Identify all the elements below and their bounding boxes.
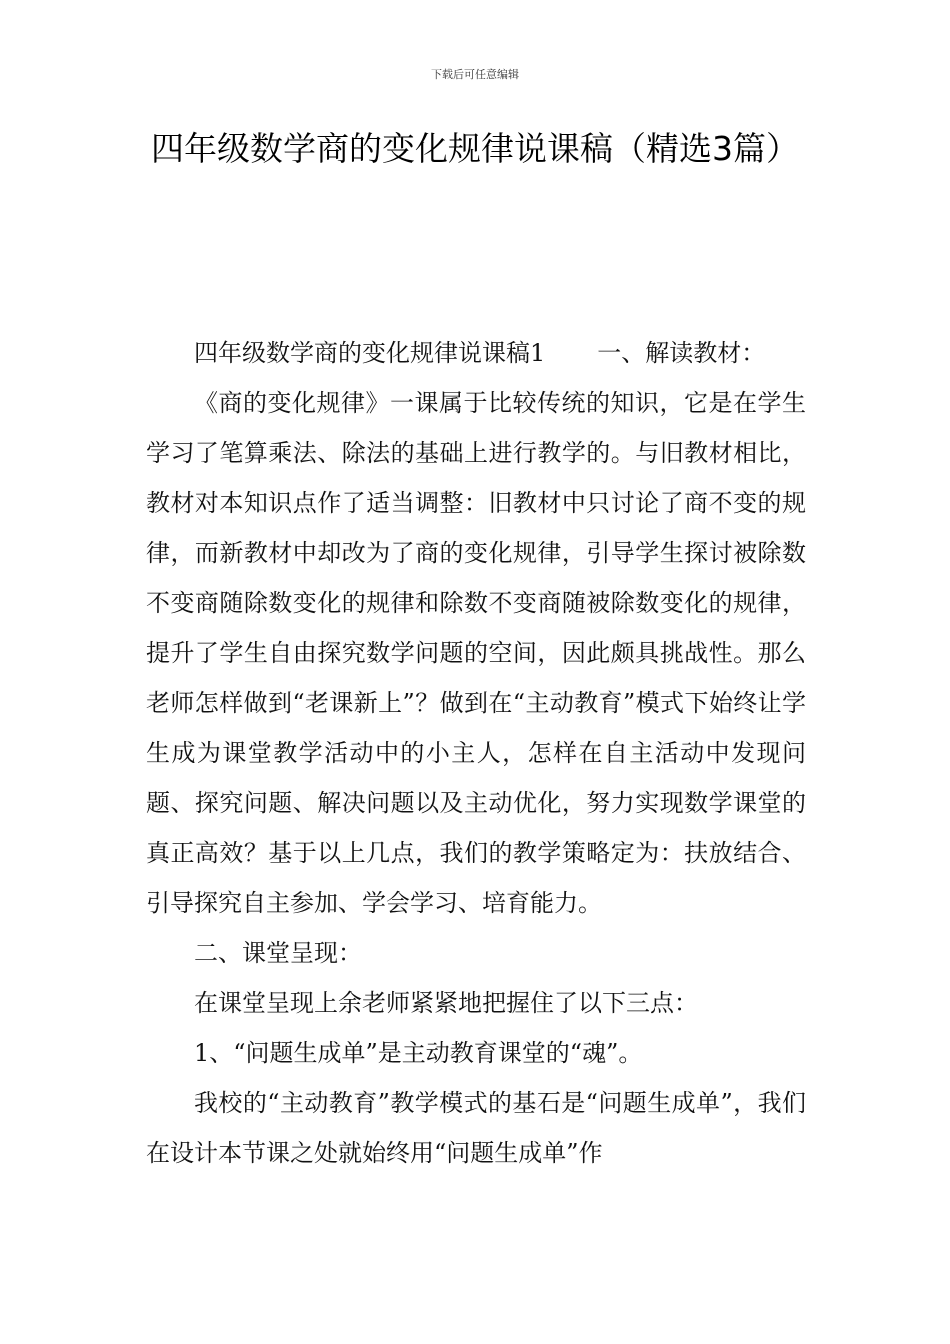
subheading-classroom-presentation: 二、课堂呈现： xyxy=(194,939,362,967)
first-line xyxy=(146,328,806,378)
paragraph-three-points: 在课堂呈现上余老师紧紧地把握住了以下三点： xyxy=(194,989,698,1017)
paragraph-textbook-analysis: 《商的变化规律》一课属于比较传统的知识，它是在学生学习了笔算乘法、除法的基础上进行教学的。与旧教材相比，教材对本知识点作了适当调整：旧教材中只讨论了商不变的规律，而新教材中却改为了商的变化规律，引导学生探讨被除数不变商随除数变化的规律和除数不变商随被除数变化的规律，提升了学生自由探究数学问题的空间，因此颇具挑战性。那么老师怎样做到“老课新上”？做到在“主动教育”模式下始终让学生成为课堂教学活动中的小主人，怎样在自主活动中发现问题、探究问题、解决问题以及主动优化，努力实现数学课堂的真正高效？基于以上几点，我们的教学策略定为：扶放结合、引导探究自主参加、学会学习、培育能力。 xyxy=(146,389,806,917)
paragraph-point-one: 1、“问题生成单”是主动教育课堂的“魂”。 xyxy=(194,1039,643,1067)
paragraph-problem-sheet: 我校的“主动教育”教学模式的基石是“问题生成单”，我们在设计本节课之处就始终用“问题生成单”作 xyxy=(146,1089,806,1167)
subheading-interpret-textbook: 一、解读教材： xyxy=(597,339,766,367)
document-title: 四年级数学商的变化规律说课稿（精选3篇） xyxy=(151,129,799,168)
section-heading: 四年级数学商的变化规律说课稿1 xyxy=(194,339,546,367)
header-note: 下载后可任意编辑 xyxy=(431,68,519,81)
document-body xyxy=(146,328,806,1178)
